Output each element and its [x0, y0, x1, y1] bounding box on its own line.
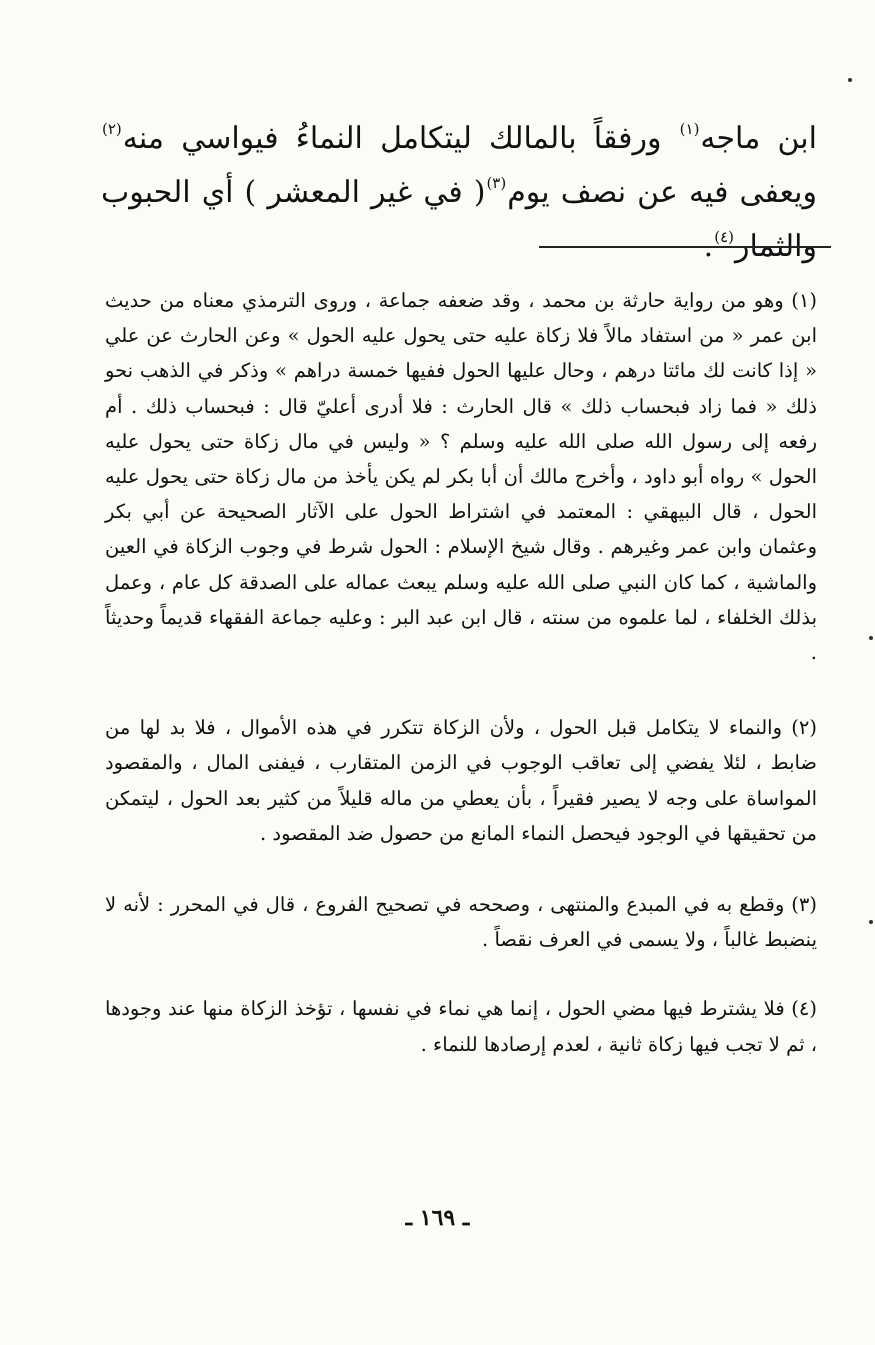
footnote-ref-4: (٤) [714, 228, 734, 246]
footnote-separator [539, 246, 831, 248]
margin-speck [848, 78, 852, 82]
main-paragraph [101, 112, 817, 274]
footnote-4: (٤) فلا يشترط فيها مضي الحول ، إنما هي نماء في نفسها ، تؤخذ الزكاة منها عند وجودها ، ثم لا تجب فيها زكاة ثانية ، لعدم إرصادها للنماء . [105, 997, 817, 1056]
page-number: ـ ١٦٩ ـ [405, 1205, 470, 1231]
footnotes [105, 283, 817, 1062]
main-text-segment: ورفقاً بالمالك ليتكامل النماءُ فيواسي منه [122, 121, 679, 156]
margin-speck [869, 636, 873, 640]
footnote-ref-2: (٢) [102, 120, 122, 138]
footnote-2: (٢) والنماء لا يتكامل قبل الحول ، ولأن الزكاة تتكرر في هذه الأموال ، فلا بد لها من ضابط ، لئلا يفضي إلى تعاقب الوجوب في الزمن المتقارب ، فيفنى المال ، والمقصود المواساة على وجه لا يصير فقيراً ، بأن يعطي من ماله قليلاً من كثير بعد الحول ، ليتمكن من تحقيقها في الوجود فيحصل النماء المانع من حصول ضد المقصود . [105, 716, 818, 845]
main-text-segment: ويعفى فيه عن نصف يوم [507, 175, 817, 210]
footnote-ref-3: (٣) [486, 174, 507, 192]
footnote-ref-1: (١) [679, 120, 700, 138]
footnote-1: (١) وهو من رواية حارثة بن محمد ، وقد ضعفه جماعة ، وروى الترمذي معناه من حديث ابن عمر « من استفاد مالاً فلا زكاة عليه حتى يحول عليه الحول » وعن الحارث عن علي « إذا كانت لك مائتا درهم ، وحال عليها الحول ففيها خمسة دراهم » وذكر في الذهب نحو ذلك « فما زاد فبحساب ذلك » قال الحارث : فلا أدرى أعليّ قال : فبحساب ذلك . أم رفعه إلى رسول الله صلى الله عليه وسلم ؟ « وليس في مال زكاة حتى يحول عليه الحول » رواه أبو داود ، وأخرج مالك أن أبا بكر لم يكن يأخذ من مال زكاة حتى يحول عليه الحول ، قال البيهقي : المعتمد في اشتراط الحول على الآثار الصحيحة عن أبي بكر وعثمان وابن عمر وغيرهم . وقال شيخ الإسلام : الحول شرط في وجوب الزكاة في العين والماشية ، كما كان النبي صلى الله عليه وسلم يبعث عماله على الصدقة كل عام ، وعمل بذلك الخلفاء ، لما علموه من سنته ، قال ابن عبد البر : وعليه جماعة الفقهاء قديماً وحديثاً . [105, 289, 817, 665]
main-text-segment: ( في غير المعشر ) أي الحبوب والثمار [101, 175, 817, 264]
margin-speck [869, 920, 873, 924]
footnote-3: (٣) وقطع به في المبدع والمنتهى ، وصححه في تصحيح الفروع ، قال في المحرر : لأنه لا ينضبط غالباً ، ولا يسمى في العرف نقصاً . [105, 893, 817, 952]
main-text [101, 112, 817, 274]
main-text-segment: ابن ماجه [700, 121, 817, 156]
main-text-segment: . [703, 229, 714, 264]
